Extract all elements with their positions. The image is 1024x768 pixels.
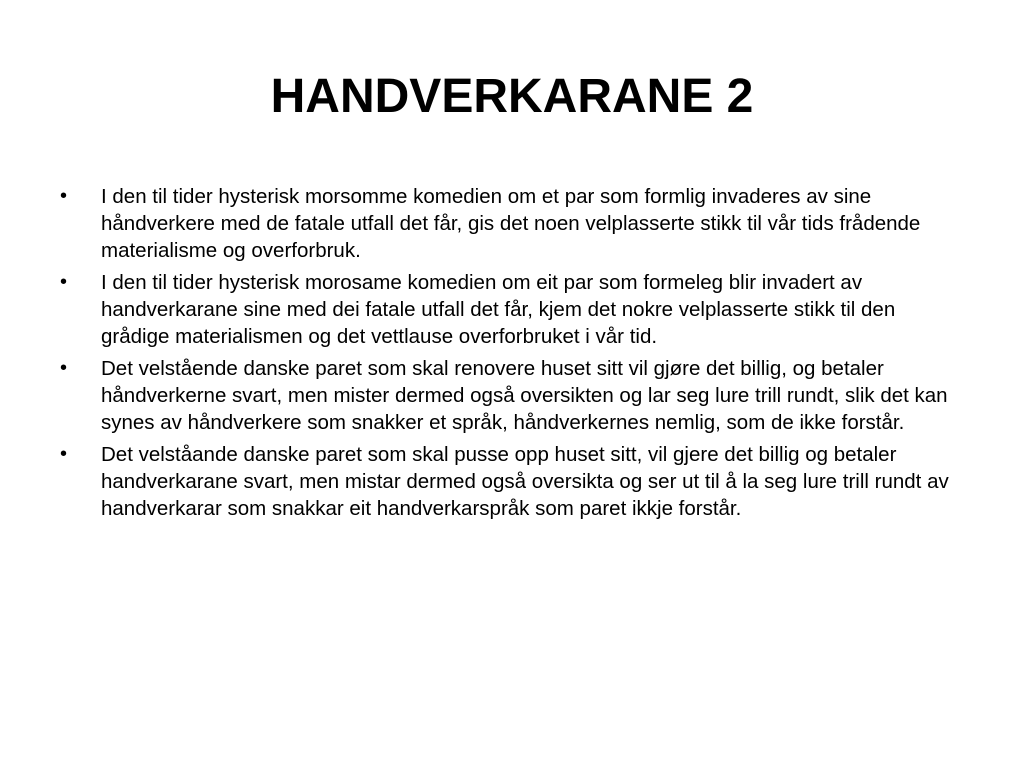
bullet-list xyxy=(56,183,968,527)
bullet-icon: • xyxy=(60,271,68,293)
bullet-icon: • xyxy=(60,185,68,207)
bullet-item xyxy=(56,183,968,264)
bullet-item xyxy=(56,355,968,436)
bullet-text: I den til tider hysterisk morosame komedien om eit par som formeleg blir invadert av handverkarane sine med dei fatale utfall det får, kjem det nokre velplasserte stikk til den grådige materialismen og det vettlause overforbruket i vår tid. xyxy=(101,271,896,348)
bullet-icon: • xyxy=(60,443,68,465)
bullet-item xyxy=(56,269,968,350)
bullet-text: I den til tider hysterisk morsomme komedien om et par som formlig invaderes av sine håndverkere med de fatale utfall det får, gis det noen velplasserte stikk til vår tids frådende materialisme og overforbruk. xyxy=(101,185,921,262)
bullet-icon: • xyxy=(60,357,68,379)
bullet-item xyxy=(56,441,968,522)
slide-title: HANDVERKARANE 2 xyxy=(270,70,754,123)
bullet-text: Det velståande danske paret som skal pusse opp huset sitt, vil gjere det billig og betaler handverkarane svart, men mistar dermed også oversikta og ser ut til å la seg lure trill rundt av handverkarar som snakkar eit handverkarspråk som paret ikkje forstår. xyxy=(101,443,949,520)
bullet-text: Det velstående danske paret som skal renovere huset sitt vil gjøre det billig, og betaler håndverkerne svart, men mister dermed også oversikten og lar seg lure trill rundt, slik det kan synes av håndverkere som snakker et språk, håndverkernes nemlig, som de ikke forstår. xyxy=(101,357,948,434)
